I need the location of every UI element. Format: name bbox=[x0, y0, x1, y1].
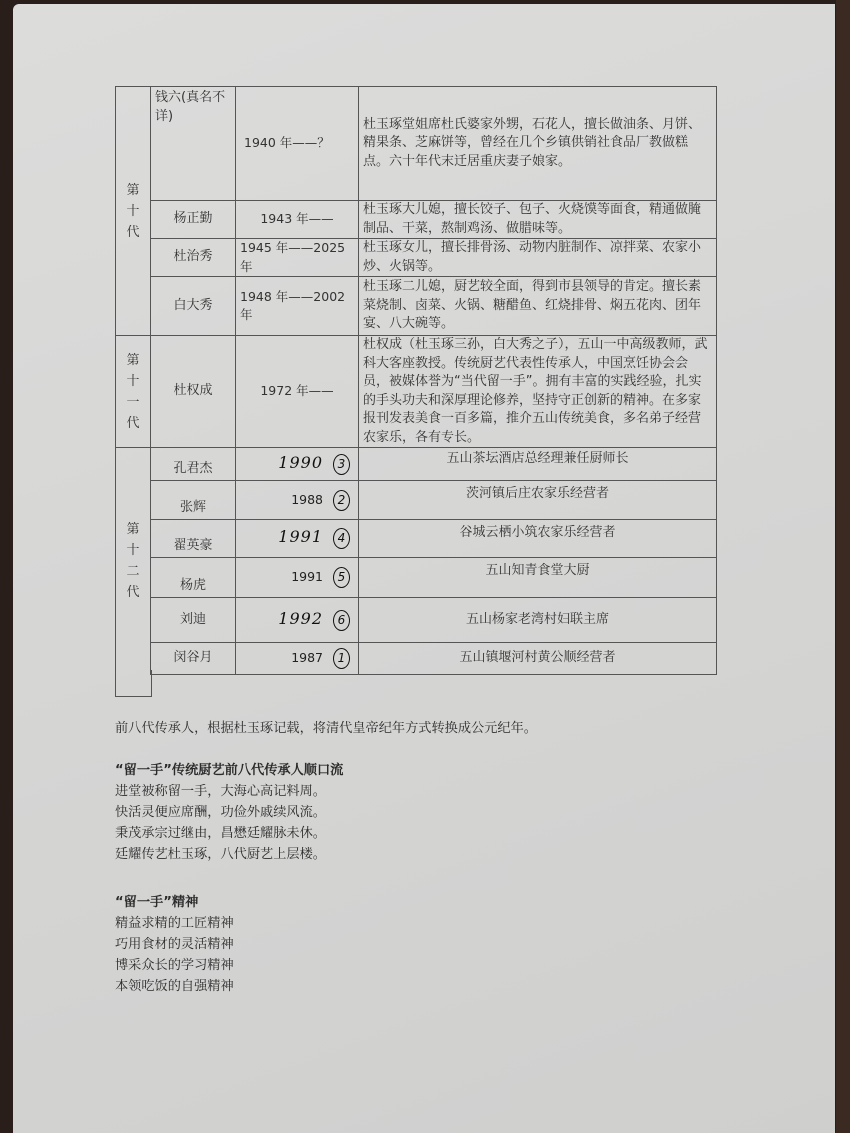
gen-char: 代 bbox=[126, 224, 140, 240]
member-name: 钱六(真名不详) bbox=[151, 87, 236, 201]
gen-char: 十 bbox=[126, 543, 140, 559]
handwritten-year: 1991 bbox=[278, 527, 323, 546]
gen-char: 代 bbox=[126, 415, 140, 431]
circled-rank: 2 bbox=[333, 490, 350, 511]
circled-rank: 4 bbox=[333, 528, 350, 549]
member-years bbox=[236, 481, 359, 520]
rhyme-line: 秉茂承宗过继由，昌懋廷耀脉未休。 bbox=[115, 826, 326, 841]
circled-rank: 1 bbox=[333, 648, 350, 669]
member-name: 杜治秀 bbox=[151, 239, 236, 277]
table-row bbox=[116, 336, 717, 448]
table-row bbox=[116, 239, 717, 277]
circled-rank: 6 bbox=[333, 610, 350, 631]
member-description: 茨河镇后庄农家乐经营者 bbox=[359, 481, 717, 520]
background-edge bbox=[836, 0, 850, 1133]
generation-label-10 bbox=[116, 87, 151, 336]
spirit-title: “留一手”精神 bbox=[115, 895, 199, 910]
member-description: 杜玉琢大儿媳，擅长饺子、包子、火烧馍等面食，精通做腌制品、干菜，熬制鸡汤、做腊味等。 bbox=[359, 201, 717, 239]
member-description: 五山茶坛酒店总经理兼任厨师长 bbox=[359, 448, 717, 481]
table-row bbox=[116, 201, 717, 239]
spirit-line: 精益求精的工匠精神 bbox=[115, 916, 234, 931]
member-description: 杜玉琢堂姐席杜氏婆家外甥，石花人，擅长做油条、月饼、精果条、芝麻饼等，曾经在几个乡镇供销社食品厂教做糕点。六十年代末迁居重庆妻子娘家。 bbox=[359, 87, 717, 201]
table-row bbox=[116, 558, 717, 598]
member-years bbox=[236, 598, 359, 643]
member-description: 杜玉琢女儿，擅长排骨汤、动物内脏制作、凉拌菜、农家小炒、火锅等。 bbox=[359, 239, 717, 277]
member-name: 杨正勤 bbox=[151, 201, 236, 239]
circled-rank: 5 bbox=[333, 567, 350, 588]
member-name: 杨虎 bbox=[151, 558, 236, 598]
printed-year: 1987 bbox=[291, 650, 323, 665]
member-years bbox=[236, 448, 359, 481]
gen-char: 十 bbox=[126, 373, 140, 389]
member-years: 1940 年——？ bbox=[236, 87, 359, 201]
member-description: 五山杨家老湾村妇联主席 bbox=[359, 598, 717, 643]
gen-char: 十 bbox=[126, 203, 140, 219]
table-row bbox=[116, 643, 717, 675]
member-years: 1972 年—— bbox=[236, 336, 359, 448]
generation-label-12-tail bbox=[115, 670, 152, 697]
member-name: 翟英豪 bbox=[151, 520, 236, 558]
table-row bbox=[116, 598, 717, 643]
gen-char: 一 bbox=[126, 394, 140, 410]
member-years bbox=[236, 643, 359, 675]
spirit-line: 博采众长的学习精神 bbox=[115, 958, 234, 973]
gen-char: 第 bbox=[126, 522, 140, 538]
member-description: 谷城云栖小筑农家乐经营者 bbox=[359, 520, 717, 558]
member-description: 杜权成（杜玉琢三孙，白大秀之子），五山一中高级教师，武科大客座教授。传统厨艺代表性传承人，中国烹饪协会会员，被媒体誉为“当代留一手”。拥有丰富的实践经验，扎实的手头功夫和深厚理论修养，坚持守正创新的精神。在多家报刊发表美食一百多篇，推介五山传统美食，多名弟子经营农家乐，各有专长。 bbox=[359, 336, 717, 448]
member-years bbox=[236, 520, 359, 558]
gen-char: 第 bbox=[126, 182, 140, 198]
member-years: 1948 年——2002 年 bbox=[236, 277, 359, 336]
gen-char: 二 bbox=[126, 564, 140, 580]
member-description: 五山知青食堂大厨 bbox=[359, 558, 717, 598]
lineage-table bbox=[115, 86, 717, 675]
member-name: 杜权成 bbox=[151, 336, 236, 448]
circled-rank: 3 bbox=[333, 454, 350, 475]
table-row bbox=[116, 481, 717, 520]
generation-label-12 bbox=[116, 448, 151, 675]
spirit-line: 巧用食材的灵活精神 bbox=[115, 937, 234, 952]
handwritten-year: 1992 bbox=[278, 608, 323, 628]
table-row bbox=[116, 520, 717, 558]
rhyme-line: 进堂被称留一手，大海心高记料周。 bbox=[115, 784, 326, 799]
printed-year: 1988 bbox=[291, 491, 323, 507]
gen-char: 代 bbox=[126, 585, 140, 601]
member-years: 1943 年—— bbox=[236, 201, 359, 239]
handwritten-year: 1990 bbox=[278, 452, 323, 472]
rhyme-line: 廷耀传艺杜玉琢，八代厨艺上层楼。 bbox=[115, 847, 326, 862]
member-name: 白大秀 bbox=[151, 277, 236, 336]
member-name: 孔君杰 bbox=[151, 448, 236, 481]
gen-char: 第 bbox=[126, 352, 140, 368]
member-name: 闵谷月 bbox=[151, 643, 236, 675]
notes-section bbox=[115, 718, 537, 997]
table-row bbox=[116, 277, 717, 336]
generation-label-11 bbox=[116, 336, 151, 448]
member-description: 杜玉琢二儿媳，厨艺较全面，得到市县领导的肯定。擅长素菜烧制、卤菜、火锅、糖醋鱼、红烧排骨、焖五花肉、团年宴、八大碗等。 bbox=[359, 277, 717, 336]
member-name: 刘迪 bbox=[151, 598, 236, 643]
printed-year: 1991 bbox=[291, 569, 323, 584]
member-years: 1945 年——2025 年 bbox=[236, 239, 359, 277]
rhyme-line: 快活灵便应席酬，功俭外戚续风流。 bbox=[115, 805, 326, 820]
member-years bbox=[236, 558, 359, 598]
intro-note: 前八代传承人，根据杜玉琢记载，将清代皇帝纪年方式转换成公元纪年。 bbox=[115, 721, 537, 736]
spirit-line: 本领吃饭的自强精神 bbox=[115, 979, 234, 994]
table-row bbox=[116, 87, 717, 201]
member-description: 五山镇堰河村黄公顺经营者 bbox=[359, 643, 717, 675]
table-row bbox=[116, 448, 717, 481]
member-name: 张辉 bbox=[151, 481, 236, 520]
rhyme-title: “留一手”传统厨艺前八代传承人顺口流 bbox=[115, 763, 344, 778]
